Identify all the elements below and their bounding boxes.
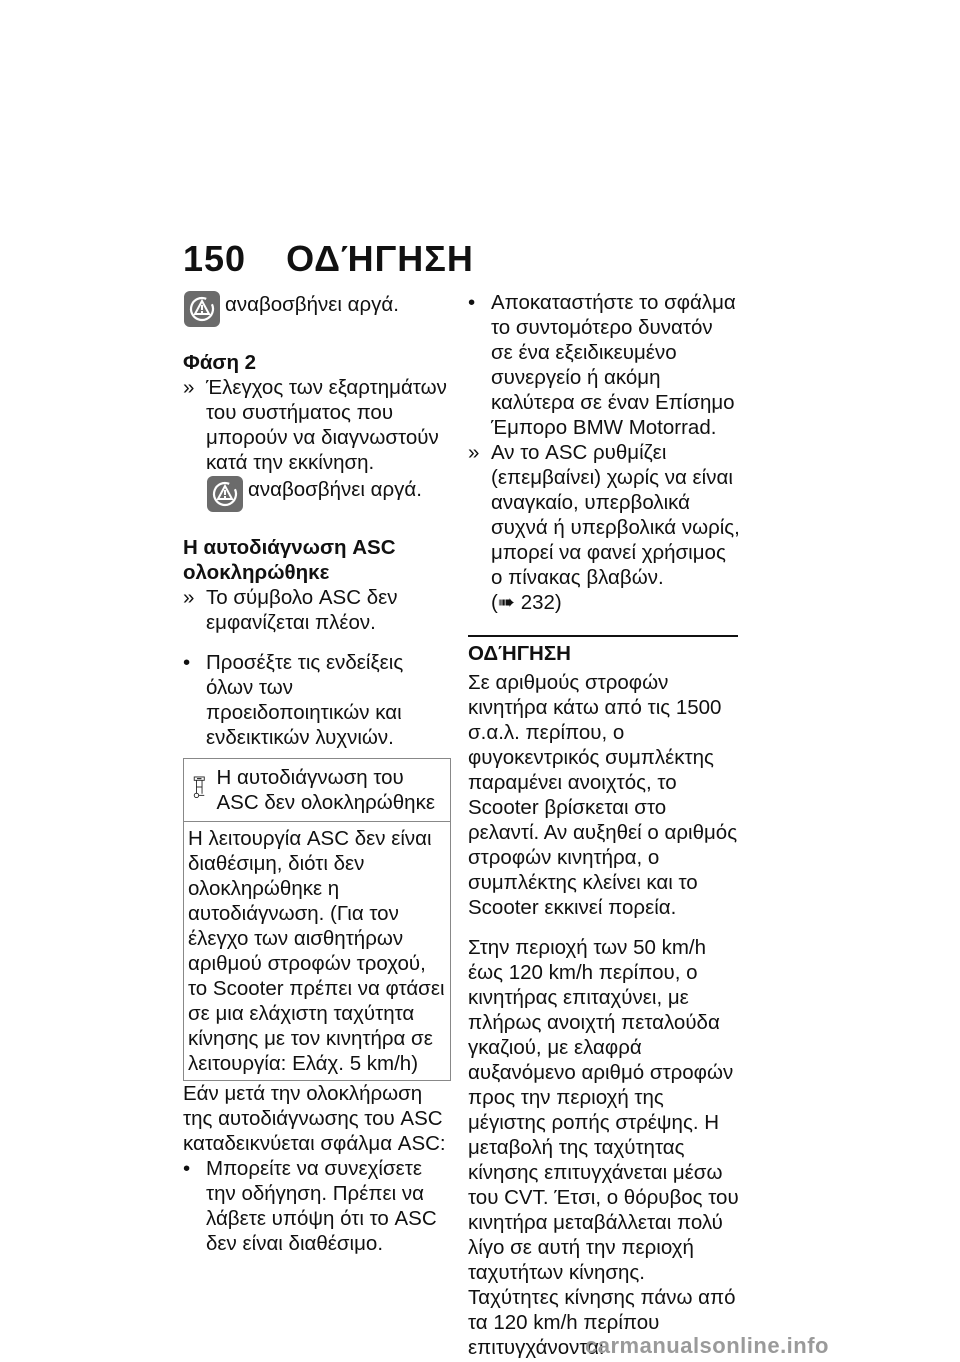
notice-body: Η λειτουργία ASC δεν είναι διαθέσιμη, διότι δεν ολοκληρώθηκε η αυτοδιάγνωση. (Για τον έλεγχο των αισθητήρων αριθμού στροφών τροχού, το Scooter πρέπει να φτάσει σε μια ελάχιστη ταχύτητα κίνησης με τον κινητήρα σε λειτουργία: Ελάχ. 5 km/h) bbox=[188, 827, 445, 1075]
step-marker: » bbox=[183, 376, 195, 399]
page-reference[interactable]: (➠ 232) bbox=[491, 591, 562, 614]
step-intervene bbox=[468, 440, 740, 615]
page-number: 150 bbox=[183, 238, 247, 279]
asc-flash-line-1 bbox=[183, 290, 453, 328]
step-marker: » bbox=[183, 586, 195, 609]
page-header bbox=[183, 238, 474, 280]
asc-flash-line-2 bbox=[183, 475, 453, 513]
watermark: carmanualsonline.info bbox=[585, 1333, 829, 1358]
icon-text-1: αναβοσβήνει αργά. bbox=[225, 293, 399, 316]
icon-text-2: αναβοσβήνει αργά. bbox=[248, 478, 422, 501]
after-notice-text: Εάν μετά την ολοκλήρωση της αυτοδιάγνωσης του ASC καταδεικνύεται σφάλμα ASC: bbox=[183, 1082, 446, 1155]
bullet-repair-text: Αποκαταστήστε το σφάλμα το συντομότερο δυνατόν σε ένα εξειδικευμένο συνεργείο ή ακόμη καλύτερα σε έναν Επίσημο Έμπορο BMW Motorrad. bbox=[491, 291, 736, 439]
bullet-repair bbox=[468, 290, 740, 440]
paragraph-3: Ταχύτητες κίνησης πάνω από τα 120 km/h περίπου επιτυγχάνονται bbox=[468, 1286, 736, 1359]
notice-title: Η αυτοδιάγνωση του ASC δεν ολοκληρώθηκε bbox=[216, 766, 435, 814]
bullet-observe bbox=[183, 650, 453, 750]
paragraph-2: Στην περιοχή των 50 km/h έως 120 km/h περίπου, ο κινητήρας επιταχύνει, με πλήρως ανοιχτή πεταλούδα γκαζιού, με ελαφρά αυξανόμενο αριθμό στροφών προς την περιοχή της μέγιστης ροπής στρέψης. Η μεταβολή της ταχύτητας κίνησης επιτυγχάνεται μέσω του CVT. Έτσι, ο θόρυβος του κινητήρα μεταβάλλεται πολύ λίγο σε αυτή την περιοχή ταχυτήτων κίνησης. bbox=[468, 936, 739, 1284]
asc-warning-icon bbox=[206, 475, 244, 513]
bullet-drive-text: Μπορείτε να συνεχίσετε την οδήγηση. Πρέπει να λάβετε υπόψη ότι το ASC δεν είναι διαθέσιμο. bbox=[206, 1157, 437, 1255]
phase-2-step bbox=[183, 375, 453, 475]
bullet-marker: • bbox=[183, 651, 191, 674]
notice-header bbox=[184, 759, 450, 822]
phase-2-step-text: Έλεγχος των εξαρτημάτων του συστήματος που μπορούν να διαγνωστούν κατά την εκκίνηση. bbox=[206, 376, 447, 474]
arrow-right-icon: ➠ bbox=[497, 591, 516, 614]
done-step bbox=[183, 585, 453, 635]
heading-phase-2: Φάση 2 bbox=[183, 351, 257, 374]
notice-box bbox=[183, 758, 451, 1081]
left-column bbox=[183, 290, 453, 1256]
bullet-marker: • bbox=[183, 1157, 191, 1180]
sensor-fault-icon bbox=[192, 765, 207, 809]
asc-warning-icon bbox=[183, 290, 221, 328]
done-step-text: Το σύμβολο ASC δεν εμφανίζεται πλέον. bbox=[206, 586, 398, 634]
section-divider bbox=[468, 635, 738, 637]
step-marker: » bbox=[468, 441, 480, 464]
paragraph-1: Σε αριθμούς στροφών κινητήρα κάτω από τις 1500 σ.α.λ. περίπου, ο φυγοκεντρικός συμπλέκτης παραμένει ανοιχτός, το Scooter βρίσκεται στο ρελαντί. Αν αυξηθεί ο αριθμός στροφών κινητήρα, ο συμπλέκτης κλείνει και το Scooter εκκινεί πορεία. bbox=[468, 671, 738, 919]
page-title: ΟΔΉΓΗΣΗ bbox=[286, 238, 474, 279]
right-column bbox=[468, 290, 740, 1360]
heading-self-diagnosis-done: Η αυτοδιάγνωση ASC ολοκληρώθηκε bbox=[183, 536, 396, 584]
section-title: ΟΔΉΓΗΣΗ bbox=[468, 642, 571, 665]
bullet-drive bbox=[183, 1156, 453, 1256]
bullet-observe-text: Προσέξτε τις ενδείξεις όλων των προειδοποιητικών και ενδεικτικών λυχνιών. bbox=[206, 651, 404, 749]
step-intervene-text: Αν το ASC ρυθμίζει (επεμβαίνει) χωρίς να είναι αναγκαίο, υπερβολικά συχνά ή υπερβολικά νωρίς, μπορεί να φανεί χρήσιμος ο πίνακας βλαβών. bbox=[491, 441, 740, 589]
bullet-marker: • bbox=[468, 291, 476, 314]
